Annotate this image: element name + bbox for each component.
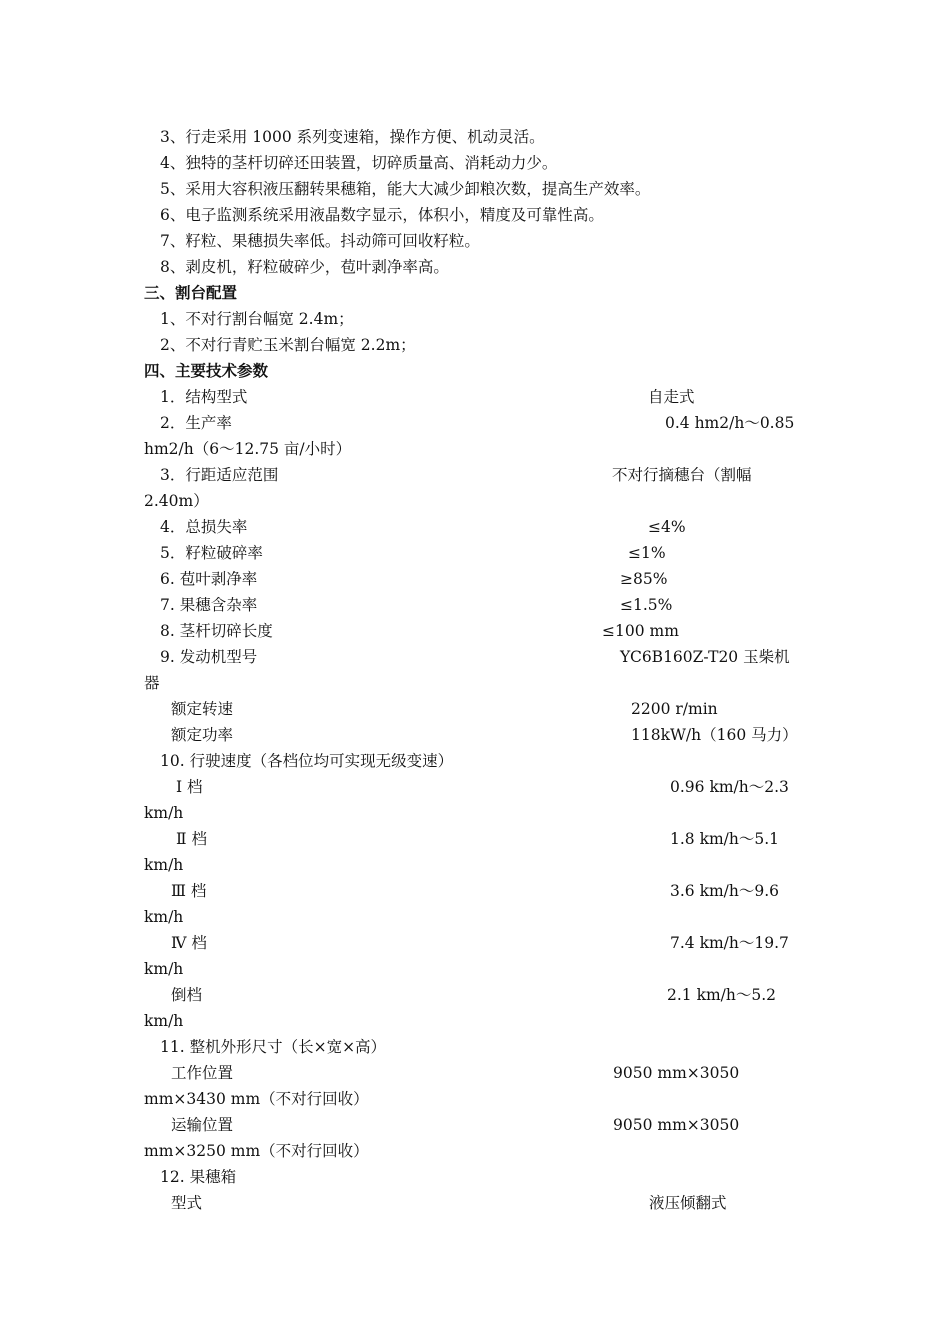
param-label: 4．总损失率	[160, 518, 248, 536]
param-value-wrap: km/h	[144, 856, 184, 874]
feature-item: 3、行走采用 1000 系列变速箱，操作方便、机动灵活。	[160, 128, 545, 146]
config-item: 2、不对行青贮玉米割台幅宽 2.2m；	[160, 336, 416, 354]
section-heading: 四、主要技术参数	[144, 361, 269, 380]
param-label: 型式	[171, 1194, 203, 1212]
param-value-wrap: hm2/h（6～12.75 亩/小时）	[144, 440, 352, 458]
param-label: 6. 苞叶剥净率	[160, 570, 258, 588]
param-label: 7. 果穗含杂率	[160, 596, 258, 614]
param-value: 不对行摘穗台（割幅	[612, 466, 752, 484]
param-value: 3.6 km/h～9.6	[670, 882, 780, 900]
param-label: 工作位置	[171, 1064, 234, 1082]
feature-item: 6、电子监测系统采用液晶数字显示，体积小，精度及可靠性高。	[160, 206, 604, 224]
param-value: 7.4 km/h～19.7	[670, 934, 789, 952]
param-value: ≤1%	[628, 544, 666, 562]
param-value: 9050 mm×3050	[613, 1116, 740, 1134]
param-value: YC6B160Z-T20 玉柴机	[620, 648, 790, 666]
param-value: 0.96 km/h～2.3	[670, 778, 789, 796]
param-value: 自走式	[648, 388, 695, 406]
param-value: 液压倾翻式	[649, 1194, 727, 1212]
param-value-wrap: 2.40m）	[144, 492, 209, 510]
param-label: 1．结构型式	[160, 388, 248, 406]
param-value: 9050 mm×3050	[613, 1064, 740, 1082]
param-label: 12. 果穗箱	[160, 1168, 237, 1186]
param-value: ≤4%	[648, 518, 686, 536]
param-value-wrap: 器	[144, 674, 160, 692]
param-label: Ⅲ 档	[171, 882, 207, 900]
param-label: 9. 发动机型号	[160, 648, 258, 666]
section-heading: 三、割台配置	[144, 283, 238, 302]
param-label: 5．籽粒破碎率	[160, 544, 263, 562]
feature-item: 4、独特的茎杆切碎还田装置，切碎质量高、消耗动力少。	[160, 154, 558, 172]
param-label: Ⅱ 档	[176, 830, 207, 848]
feature-item: 7、籽粒、果穗损失率低。抖动筛可回收籽粒。	[160, 232, 480, 250]
param-label: 运输位置	[171, 1116, 234, 1134]
param-label: 11. 整机外形尺寸（长×宽×高）	[160, 1038, 387, 1056]
param-label: 8. 茎杆切碎长度	[160, 622, 273, 640]
param-label: Ⅰ 档	[176, 778, 203, 796]
param-value: 118kW/h（160 马力）	[631, 726, 798, 744]
param-label: Ⅳ 档	[171, 934, 207, 952]
param-value: ≤100 mm	[602, 622, 679, 640]
param-value-wrap: km/h	[144, 1012, 184, 1030]
feature-item: 5、采用大容积液压翻转果穗箱，能大大减少卸粮次数，提高生产效率。	[160, 180, 651, 198]
param-value: 1.8 km/h～5.1	[670, 830, 780, 848]
param-label: 3．行距适应范围	[160, 466, 279, 484]
param-value-wrap: km/h	[144, 804, 184, 822]
param-value-wrap: mm×3250 mm（不对行回收）	[144, 1142, 369, 1160]
param-value: 2200 r/min	[631, 700, 718, 718]
param-label: 额定功率	[171, 726, 234, 744]
param-value: ≤1.5%	[620, 596, 673, 614]
param-value: ≥85%	[620, 570, 668, 588]
param-value: 2.1 km/h～5.2	[667, 986, 777, 1004]
param-value-wrap: km/h	[144, 908, 184, 926]
param-label: 2．生产率	[160, 414, 232, 432]
config-item: 1、不对行割台幅宽 2.4m；	[160, 310, 354, 328]
param-value-wrap: mm×3430 mm（不对行回收）	[144, 1090, 369, 1108]
feature-item: 8、剥皮机，籽粒破碎少，苞叶剥净率高。	[160, 258, 449, 276]
param-label: 倒档	[171, 986, 203, 1004]
param-value-wrap: km/h	[144, 960, 184, 978]
param-label: 10. 行驶速度（各档位均可实现无级变速）	[160, 752, 454, 770]
param-label: 额定转速	[171, 700, 234, 718]
param-value: 0.4 hm2/h～0.85	[665, 414, 795, 432]
